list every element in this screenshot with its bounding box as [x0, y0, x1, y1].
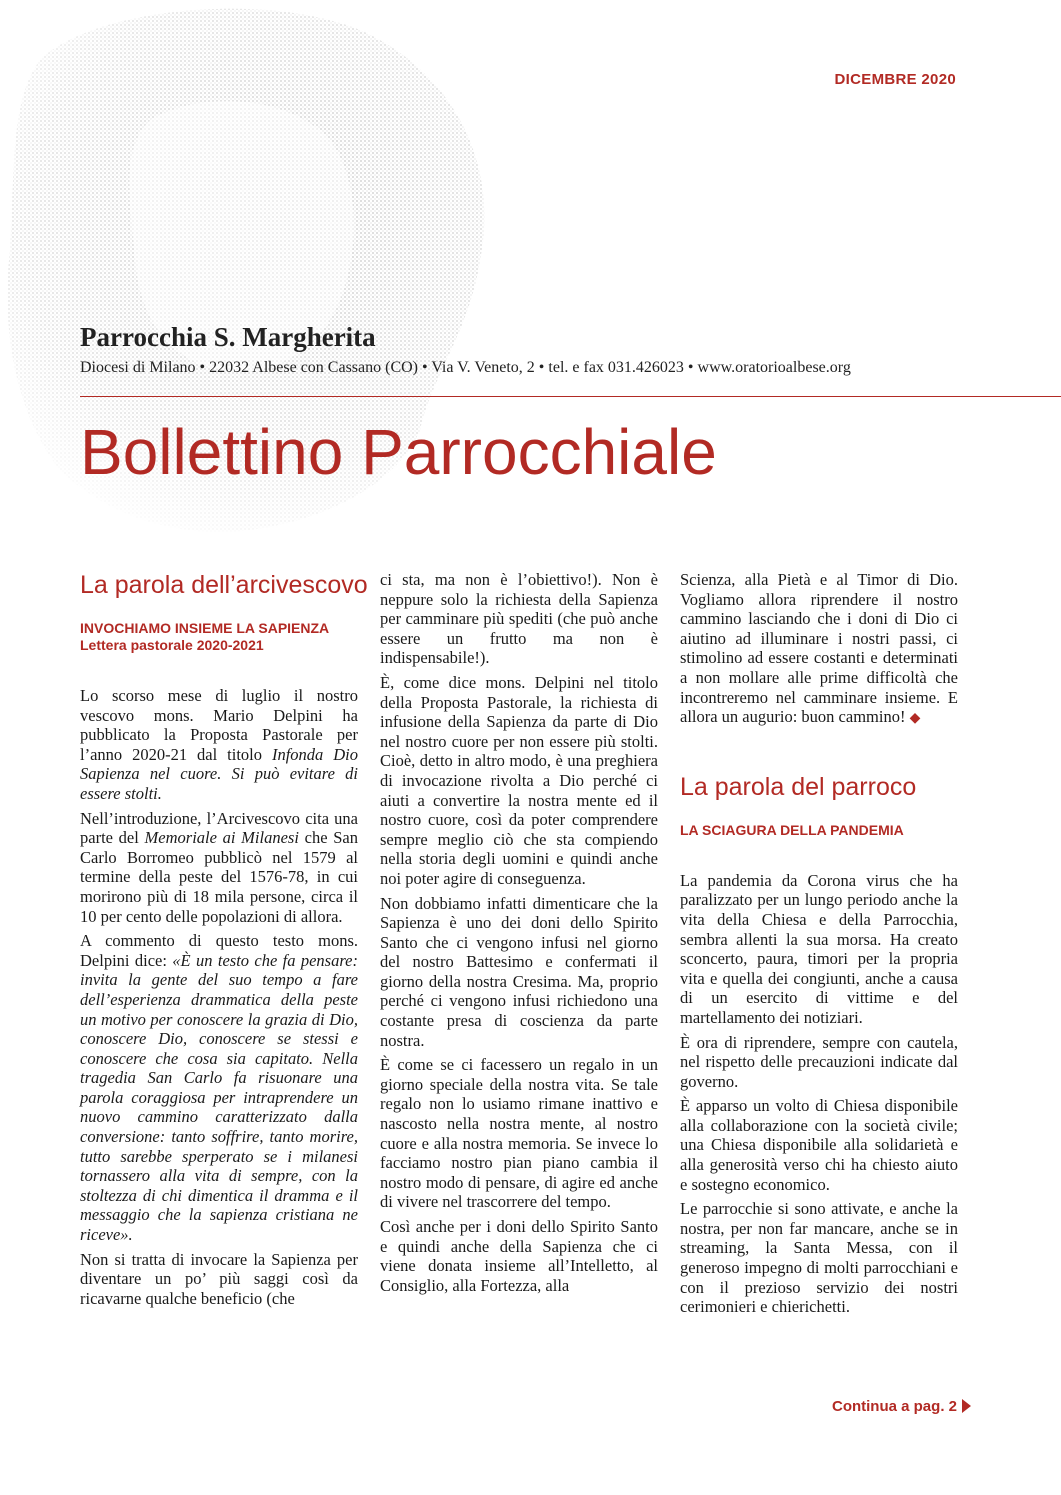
article2-paragraph: La pandemia da Corona virus che ha paralizzato per un lungo periodo anche la vita della Chiesa e della Parrocchia, sembra allenti la sua morsa. Ha creato sconcerto, paura, timori per la propria vita e quella dei congiunti, anche a causa di un esercito di vittime e del martellamento dei notiziari. — [680, 870, 958, 1027]
continue-link[interactable]: Continua a pag. 2 — [832, 1398, 971, 1415]
header-divider — [80, 396, 1061, 397]
article1-paragraph-cont: ci sta, ma non è l’obiettivo!). Non è neppure solo la richiesta della Sapienza per camminare più spediti (che può anche essere un frutto ma non è indispensabile!). — [380, 570, 658, 668]
article1-subtitle: INVOCHIAMO INSIEME LA SAPIENZA — [80, 620, 330, 636]
article1-paragraph: Non dobbiamo infatti dimenticare che la Sapienza è uno dei doni dello Spirito Santo che ci vengono infusi nel giorno del nostro Battesimo e confermati il giorno della nostra Cresima. Ma, proprio perché ci vengono infusi richiedono una costante presa di coscienza da parte nostra. — [380, 893, 658, 1050]
column-2 — [380, 570, 658, 1300]
article2-subtitle: LA SCIAGURA DELLA PANDEMIA — [680, 821, 904, 838]
article1-paragraph: È, come dice mons. Delpini nel titolo della Proposta Pastorale, la richiesta di infusione della Sapienza da parte di Dio nel nostro cuore per non essere più stolti. Cioè, detto in altro modo, è una preghiera di invocazione rivolta a Dio perché ci aiuti a convertire la nostra mente ed il nostro cuore, così da poter comprendere sempre meglio ciò che sta compiendo nella storia degli uomini e quindi anche noi poter agire di conseguenza. — [380, 672, 658, 888]
arrow-right-icon — [962, 1399, 971, 1413]
bulletin-title: Bollettino Parrocchiale — [80, 416, 717, 488]
article1-paragraph: Così anche per i doni dello Spirito Santo e quindi anche della Sapienza che ci viene donata insieme all’Intelletto, al Consiglio, alla Fortezza, alla — [380, 1217, 658, 1295]
article1-paragraph-cont: Scienza, alla Pietà e al Timor di Dio. Vogliamo allora riprendere il nostro cammino lasciando che i doni di Dio ci aiutino ad illuminare i nostri passi, ci stimolino ad essere costanti e determinati a non mollare alle prime difficoltà che incontreremo nel camminare insieme. E allora un augurio: buon cammino! ◆ — [680, 570, 958, 727]
article1-paragraph: Non si tratta di invocare la Sapienza per diventare un po’ più saggi così da ricavarne qualche beneficio (che — [80, 1249, 358, 1308]
column-1 — [80, 570, 368, 1313]
article1-subtitle-2: Lettera pastorale 2020-2021 — [80, 637, 264, 653]
end-diamond-icon: ◆ — [909, 711, 921, 727]
article2-paragraph: È apparso un volto di Chiesa disponibile alla collaborazione con la società civile; una Chiesa disponibile alla solidarietà e alla generosità verso chi ha chiesto aiuto e sostegno economico. — [680, 1096, 958, 1194]
article2-title: La parola del parroco — [680, 772, 917, 801]
article1-title: La parola dell’arcivescovo — [80, 571, 368, 599]
column-3 — [680, 570, 958, 1322]
article1-paragraph: A commento di questo testo mons. Delpini dice: «È un testo che fa pensare: invita la gente del suo tempo a fare dell’esperienza drammatica della peste un motivo per conoscere la grazia di Dio, conoscere Dio, conoscere se stessi e conoscere che cosa sia capitato. Nella tragedia San Carlo fa risuonare una parola coraggiosa per intraprendere un nuovo cammino caratterizzato dalla conversione: tanto soffrire, tanto morire, tutto sarebbe sperperato se i milanesi tornassero alla vita di sempre, con la stoltezza di chi dimentica il dramma e il messaggio che la sapienza cristiana ne riceve». — [80, 931, 358, 1245]
article1-paragraph: Lo scorso mese di luglio il nostro vescovo mons. Mario Delpini ha pubblicato la Proposta Pastorale per l’anno 2020-21 dal titolo Infonda Dio Sapienza nel cuore. Si può evitare di essere stolti. — [80, 686, 358, 803]
article1-paragraph: È come se ci facessero un regalo in un giorno speciale della nostra vita. Se tale regalo non lo usiamo rimane inattivo e nascosto nella nostra mente, al nostro cuore e alla nostra memoria. Se invece lo facciamo nostro pian piano cambia il nostro modo di pensare, di agire ed anche di vivere nel trascorrere del tempo. — [380, 1055, 658, 1212]
article2-paragraph: Le parrocchie si sono attivate, e anche la nostra, per non far mancare, anche se in streaming, la Santa Messa, con il generoso impegno di molti parrocchiani e con il prezioso servizio dei nostri cerimonieri e chierichetti. — [680, 1199, 958, 1317]
parish-name: Parrocchia S. Margherita — [80, 322, 376, 352]
issue-date: DICEMBRE 2020 — [834, 71, 956, 88]
parish-contact-info: Diocesi di Milano • 22032 Albese con Cassano (CO) • Via V. Veneto, 2 • tel. e fax 031.426023 • www.oratorioalbese.org — [80, 359, 851, 376]
article2-paragraph: È ora di riprendere, sempre con cautela, nel rispetto delle precauzioni indicate dal governo. — [680, 1032, 958, 1091]
article1-paragraph: Nell’introduzione, l’Arcivescovo cita una parte del Memoriale ai Milanesi che San Carlo Borromeo pubblicò nel 1579 al termine della peste del 1576-78, in cui morirono più di 18 mila persone, circa il 10 per cento delle popolazioni di allora. — [80, 808, 358, 926]
